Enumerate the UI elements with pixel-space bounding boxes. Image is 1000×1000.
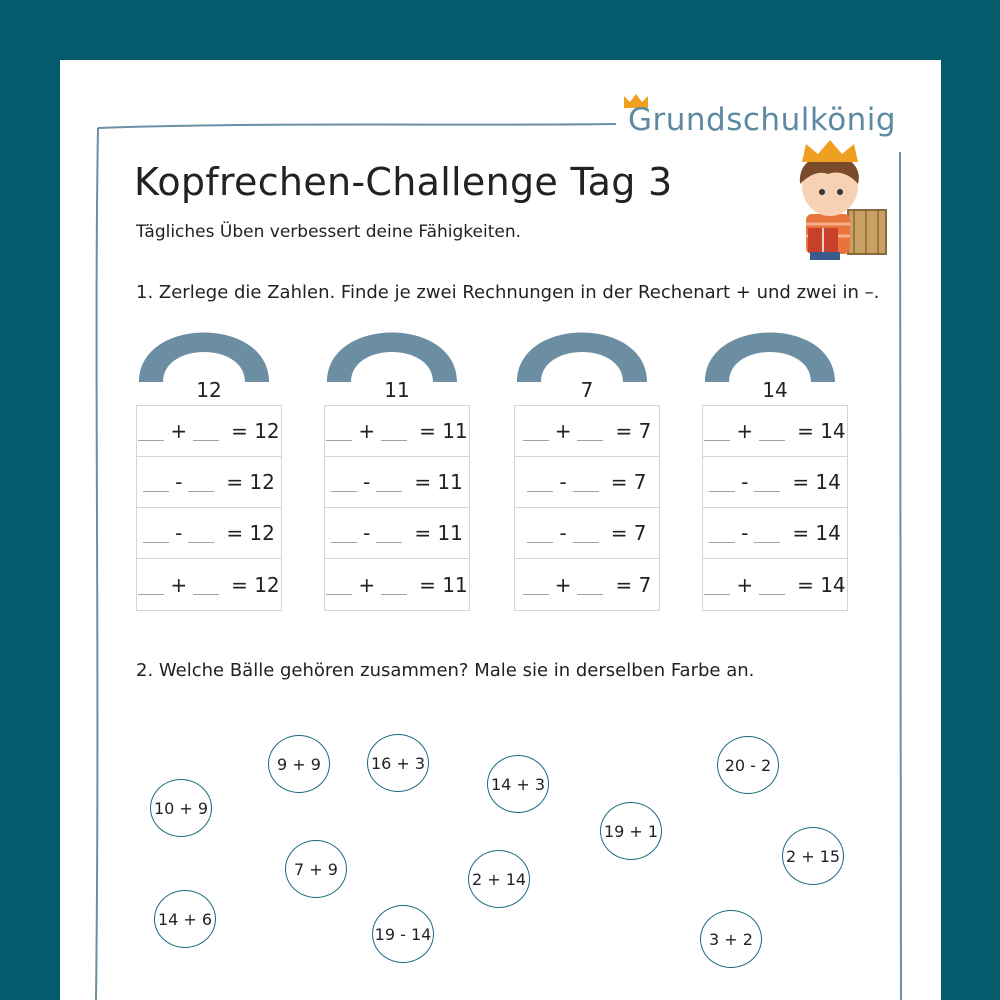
worksheet-subtitle: Tägliches Üben verbessert deine Fähigkeiten. [136, 222, 522, 242]
operator: + [358, 419, 376, 443]
answer-blank[interactable] [577, 593, 603, 595]
answer-blank[interactable] [376, 541, 402, 543]
answer-blank[interactable] [381, 439, 407, 441]
equation-result: = 7 [615, 572, 652, 597]
ball[interactable]: 2 + 14 [468, 850, 530, 908]
equation-result: = 14 [792, 521, 841, 545]
operator: - [363, 470, 371, 494]
equation-result: = 12 [231, 572, 280, 597]
equation-row [515, 508, 659, 559]
equation-row [137, 508, 281, 559]
ball[interactable]: 9 + 9 [268, 735, 330, 793]
answer-blank[interactable] [381, 593, 407, 595]
answer-blank[interactable] [759, 439, 785, 441]
equation-row [137, 559, 281, 610]
task-1-instruction: 1. Zerlege die Zahlen. Finde je zwei Rechnungen in der Rechenart + und zwei in –. [136, 282, 880, 303]
operator: + [170, 419, 188, 443]
equation-row [703, 559, 847, 610]
equation-row [515, 406, 659, 457]
equation-result: = 14 [797, 572, 846, 597]
answer-blank[interactable] [573, 490, 599, 492]
answer-blank[interactable] [193, 593, 219, 595]
answer-blank[interactable] [326, 439, 352, 441]
operator: - [175, 521, 183, 545]
answer-blank[interactable] [188, 541, 214, 543]
task-2-instruction: 2. Welche Bälle gehören zusammen? Male sie in derselben Farbe an. [136, 660, 755, 681]
equation-result: = 7 [610, 470, 647, 494]
group-number: 7 [580, 378, 594, 402]
answer-blank[interactable] [326, 593, 352, 595]
kid-reading-illustration [788, 140, 898, 260]
worksheet-page [60, 60, 941, 1000]
operator: - [741, 521, 749, 545]
answer-blank[interactable] [523, 593, 549, 595]
equation-row [703, 508, 847, 559]
equation-row [137, 406, 281, 457]
ball[interactable]: 3 + 2 [700, 910, 762, 968]
answer-blank[interactable] [138, 593, 164, 595]
operator: + [554, 572, 572, 597]
operator: + [554, 419, 572, 443]
equation-result: = 11 [419, 419, 468, 443]
equation-result: = 7 [610, 521, 647, 545]
rainbow-arch [325, 328, 459, 384]
equation-result: = 14 [797, 419, 846, 443]
equation-row [325, 508, 469, 559]
equation-row [325, 457, 469, 508]
answer-blank[interactable] [138, 439, 164, 441]
equation-result: = 11 [414, 521, 463, 545]
equation-row [325, 559, 469, 610]
rainbow-arch [515, 328, 649, 384]
equation-grid [514, 405, 660, 611]
equation-row [137, 457, 281, 508]
equation-grid [702, 405, 848, 611]
ball[interactable]: 16 + 3 [367, 734, 429, 792]
rainbow-arch [703, 328, 837, 384]
ball[interactable]: 19 - 14 [372, 905, 434, 963]
equation-result: = 12 [226, 470, 275, 494]
group-number: 12 [196, 378, 222, 402]
equation-row [515, 559, 659, 610]
operator: - [741, 470, 749, 494]
group-number: 14 [762, 378, 788, 402]
answer-blank[interactable] [573, 541, 599, 543]
answer-blank[interactable] [754, 490, 780, 492]
ball[interactable]: 2 + 15 [782, 827, 844, 885]
equation-result: = 12 [226, 521, 275, 545]
answer-blank[interactable] [527, 541, 553, 543]
equation-grid [136, 405, 282, 611]
answer-blank[interactable] [188, 490, 214, 492]
equation-result: = 11 [419, 572, 468, 597]
equation-row [703, 457, 847, 508]
ball[interactable]: 10 + 9 [150, 779, 212, 837]
answer-blank[interactable] [143, 541, 169, 543]
answer-blank[interactable] [709, 541, 735, 543]
rainbow-arch [137, 328, 271, 384]
ball[interactable]: 7 + 9 [285, 840, 347, 898]
equation-row [515, 457, 659, 508]
equation-row [703, 406, 847, 457]
operator: + [736, 572, 754, 597]
answer-blank[interactable] [577, 439, 603, 441]
operator: - [363, 521, 371, 545]
answer-blank[interactable] [704, 593, 730, 595]
equation-result: = 7 [615, 419, 652, 443]
answer-blank[interactable] [143, 490, 169, 492]
answer-blank[interactable] [193, 439, 219, 441]
answer-blank[interactable] [527, 490, 553, 492]
group-number: 11 [384, 378, 410, 402]
answer-blank[interactable] [331, 490, 357, 492]
worksheet-title: Kopfrechen-Challenge Tag 3 [134, 160, 673, 204]
operator: - [559, 470, 567, 494]
operator: + [358, 572, 376, 597]
ball[interactable]: 14 + 3 [487, 755, 549, 813]
answer-blank[interactable] [759, 593, 785, 595]
equation-result: = 12 [231, 419, 280, 443]
answer-blank[interactable] [331, 541, 357, 543]
ball[interactable]: 19 + 1 [600, 802, 662, 860]
equation-result: = 11 [414, 470, 463, 494]
operator: + [170, 572, 188, 597]
operator: + [736, 419, 754, 443]
ball[interactable]: 20 - 2 [717, 736, 779, 794]
brand-logo: Grundschulkönig [628, 102, 897, 138]
ball[interactable]: 14 + 6 [154, 890, 216, 948]
answer-blank[interactable] [754, 541, 780, 543]
equation-result: = 14 [792, 470, 841, 494]
equation-grid [324, 405, 470, 611]
operator: - [175, 470, 183, 494]
answer-blank[interactable] [376, 490, 402, 492]
answer-blank[interactable] [523, 439, 549, 441]
equation-row [325, 406, 469, 457]
answer-blank[interactable] [709, 490, 735, 492]
answer-blank[interactable] [704, 439, 730, 441]
operator: - [559, 521, 567, 545]
